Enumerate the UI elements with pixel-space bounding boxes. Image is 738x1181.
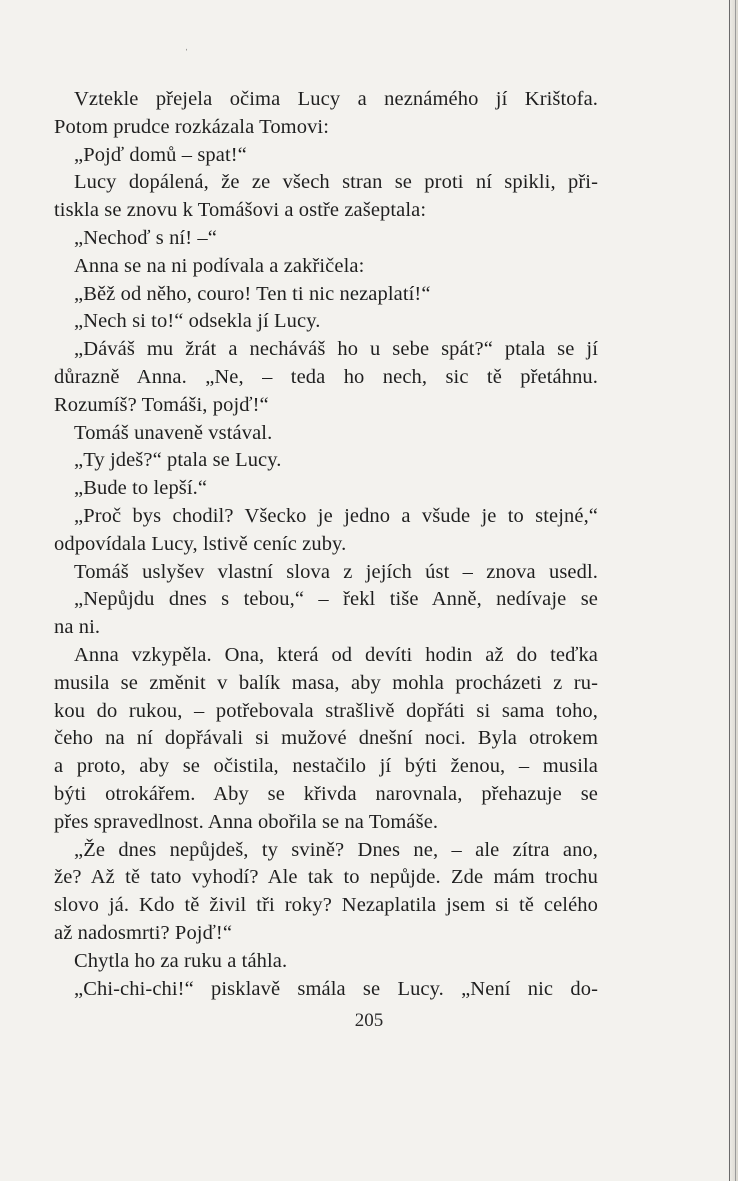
text-line: „Ty jdeš?“ ptala se Lucy.	[74, 449, 282, 472]
text-line: přes spravedlnost. Anna obořila se na Tomáše.	[54, 810, 439, 833]
text-line: na ni.	[54, 616, 101, 639]
text-line: „Dáváš mu žrát a necháváš ho u sebe spát?“ ptala se jí	[74, 338, 598, 361]
text-line: Anna se na ni podívala a zakřičela:	[74, 254, 365, 277]
text-line: kou do rukou, – potřebovala strašlivě dopřáti si sama toho,	[54, 699, 598, 722]
page-edge-line	[729, 0, 730, 1181]
text-line: „Že dnes nepůjdeš, ty svině? Dnes ne, – ale zítra ano,	[74, 838, 598, 861]
text-line: Potom prudce rozkázala Tomovi:	[54, 115, 330, 138]
text-line: tiskla se znovu k Tomášovi a ostře zašeptala:	[54, 199, 427, 222]
text-line: „Nepůjdu dnes s tebou,“ – řekl tiše Anně, nedívaje se	[74, 588, 598, 611]
text-line: odpovídala Lucy, lstivě ceníc zuby.	[54, 532, 347, 555]
text-line: Rozumíš? Tomáši, pojď!“	[54, 393, 269, 416]
ink-speck: ˌ	[185, 40, 189, 51]
text-line: „Pojď domů – spat!“	[74, 143, 247, 166]
text-line: a proto, aby se očistila, nestačilo jí býti ženou, – musila	[54, 755, 598, 778]
text-line: „Bude to lepší.“	[74, 477, 208, 500]
body-text	[54, 86, 598, 1003]
page-edge-line-outer	[735, 0, 736, 1181]
text-line: slovo já. Kdo tě živil tři roky? Nezaplatila jsem si tě celého	[54, 894, 598, 917]
page-number: 205	[354, 1010, 384, 1031]
text-line: Tomáš unaveně vstával.	[74, 421, 273, 444]
text-line: Vztekle přejela očima Lucy a neznámého jí Krištofa.	[74, 88, 598, 110]
text-line: Lucy dopálená, že ze všech stran se proti ní spikli, při-	[74, 171, 598, 194]
text-line: Tomáš uslyšev vlastní slova z jejích úst – znova usedl.	[74, 560, 598, 583]
text-line: Anna vzkypěla. Ona, která od devíti hodin až do teďka	[74, 643, 598, 666]
text-line: čeho na ní dopřávali si mužové dnešní noci. Byla otrokem	[54, 727, 598, 750]
text-line: „Nech si to!“ odsekla jí Lucy.	[74, 310, 321, 333]
text-line: „Proč bys chodil? Všecko je jedno a všude je to stejné,“	[74, 504, 598, 527]
text-line: „Nechoď s ní! –“	[74, 226, 217, 249]
text-line: důrazně Anna. „Ne, – teda ho nech, sic tě přetáhnu.	[54, 365, 598, 388]
text-line: že? Až tě tato vyhodí? Ale tak to nepůjde. Zde mám trochu	[54, 866, 598, 889]
text-line: „Běž od něho, couro! Ten ti nic nezaplatí!“	[74, 282, 431, 305]
text-line: „Chi-chi-chi!“ pisklavě smála se Lucy. „Není nic do-	[74, 977, 598, 1000]
text-line: býti otrokářem. Aby se křivda narovnala, přehazuje se	[54, 782, 598, 805]
text-line: Chytla ho za ruku a táhla.	[74, 949, 288, 972]
text-line: až nadosmrti? Pojď!“	[54, 921, 233, 944]
text-line: musila se změnit v balík masa, aby mohla procházeti z ru-	[54, 671, 598, 694]
